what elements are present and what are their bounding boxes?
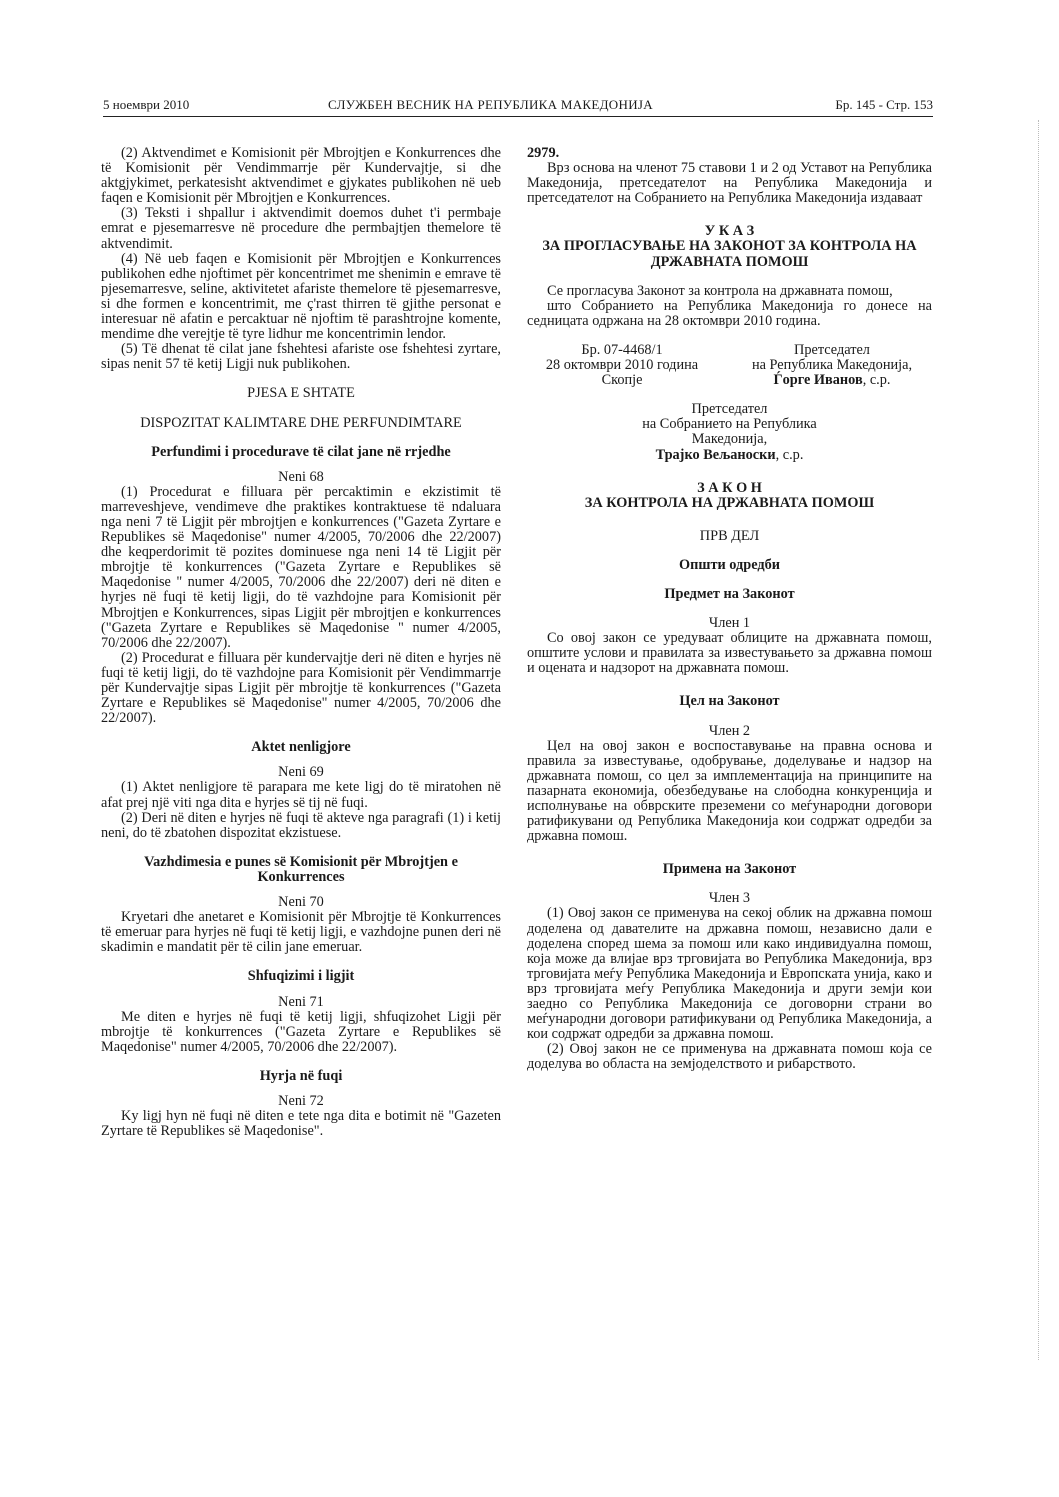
article-number: Член 3: [708, 890, 751, 907]
article-number: Neni 68: [278, 468, 324, 485]
signatory-name: Ѓорге Иванов: [773, 372, 863, 389]
signatory-role: Претседател: [794, 341, 870, 358]
signatory-role: Претседател: [691, 401, 768, 418]
law-heading: З А К О Н: [697, 479, 762, 496]
article-number: Neni 69: [278, 764, 324, 781]
article-number: Neni 72: [278, 1092, 324, 1109]
signatory-suffix: , с.р.: [862, 372, 891, 389]
header-issue-page: Бр. 145 - Стр. 153: [835, 97, 933, 112]
paragraph: Ky ligj hyn në fuqi në diten e tete nga dita e botimit në "Gazeten Zyrtare të Republikes së Maqedonise".: [101, 1108, 501, 1140]
signature-block: [527, 343, 932, 388]
signature-city: Скопје: [601, 372, 643, 389]
right-column: [527, 146, 932, 1073]
paragraph: (1) Овој закон се применува на секој облик на државна помош доделена од давателите на државна помош, независно дали е доделена според шема за помош или како индивидуална помош, која може да влијае врз трговијата во Република Македонија, врз трговијата меѓу Република Македонија и Европската унија, како и врз трговијата меѓу Република Македонија и други земји кои заедно со Република Македонија се договорни страни во меѓународни договори ратификувани од Република Македонија, а кои содржат одредби за државна помош.: [527, 905, 932, 1043]
paragraph: што Собранието на Република Македонија го донесе на седницата одржана на 28 октомври 2010 година.: [527, 297, 932, 329]
signatory-role: на Република Македонија,: [751, 357, 913, 374]
part-heading: ПРВ ДЕЛ: [699, 527, 760, 544]
section-heading: Цел на Законот: [679, 693, 780, 710]
article-number: Neni 71: [278, 993, 324, 1010]
signatory-suffix: , с.р.: [775, 446, 804, 463]
section-heading: Примена на Законот: [662, 861, 797, 878]
header-date: 5 ноември 2010: [103, 97, 190, 112]
paragraph: (2) Procedurat e filluara për kundervajtje deri në diten e hyrjes në fuqi të ketij ligji, do të vazhdojne para Komisionit për Vendimmarrje për Kundervajtje sipas Ligjit për mbrojtje të konkurrences ("Gazeta Zyrtare e Republikes së Maqedonise" numer 4/2005, 70/2006 dhe 22/2007).: [101, 649, 501, 727]
header-gazette-title: СЛУЖБЕН ВЕСНИК НА РЕПУБЛИКА МАКЕДОНИЈА: [328, 97, 653, 112]
article-number: Член 1: [708, 615, 751, 632]
section-heading: Aktet nenligjore: [251, 739, 351, 756]
part-title: Општи одредби: [679, 556, 780, 573]
paragraph: (3) Teksti i shpallur i aktvendimit doemos duhet t'i permbaje emrat e pjesemarresve në procedure dhe permbajtjen themelore të aktvendimit.: [101, 205, 501, 252]
reference-number: Бр. 07-4468/1: [581, 341, 663, 358]
scan-edge-line: [1038, 120, 1039, 1360]
signatory-role: Македонија,: [691, 431, 768, 448]
signatory-name-line: [732, 373, 932, 388]
part-heading: PJESA E SHTATE: [247, 385, 355, 402]
page-header: [103, 97, 933, 117]
paragraph: (2) Овој закон не се применува на државната помош која се доделува во областа на земјоделството и рибарството.: [527, 1041, 932, 1073]
entry-number: 2979.: [527, 145, 560, 161]
paragraph: (2) Deri në diten e hyrjes në fuqi të akteve nga paragrafi (1) i ketij neni, do të zbatohen dispozitat ekzistuese.: [101, 809, 501, 841]
paragraph: (1) Procedurat e filluara për percaktimin e ekzistimit të marreveshjeve, vendimeve dhe praktikes kontraktuese të ndaluara nga neni 7 të Ligjit për mbrojtjen e konkurrences ("Gazeta Zyrtare e Republikes së Maqedonise" numer 4/2005, 70/2006 dhe 22/2007) dhe keqperdorimit të pozites dominuese nga neni 14 të Ligjit për mbrojtje të konkurrences ("Gazeta Zyrtare e Republikes së Maqedonise " numer 4/2005, 70/2006 dhe 22/2007) deri në diten e hyrjes në fuqi të ketij ligji, do të vazhdojne para Komisionit për Mbrojtjen e Konkurrences, sipas Ligjit për mbrojtjen e konkurrences ("Gazeta Zyrtare e Republikes së Maqedonise " numer 4/2005, 70/2006 dhe 22/2007).: [101, 483, 501, 651]
paragraph: Me diten e hyrjes në fuqi të ketij ligji, shfuqizohet Ligji për mbrojtje të konkurrences ("Gazeta Zyrtare e Republikes së Maqedonise" numer 4/2005, 70/2006 dhe 22/2007).: [101, 1008, 501, 1055]
paragraph: (4) Në ueb faqen e Komisionit për Mbrojtjen e Konkurrences publikohen edhe njoftimet për koncentrimet me shenimin e emrave të pjesemarresve, seline, aktivitetet afariste themelore të pjesemarresve, si dhe formen e koncentrimit, me ç'rast thirren të gjithe personat e interesuar në afatin e percaktuar në njoftim të parashtrojne komente, mendime dhe verejtje të tyre lidhur me koncentrimin lendor.: [101, 250, 501, 343]
left-column: [101, 146, 501, 1139]
decree-heading: У К А З: [704, 223, 755, 240]
section-heading: Vazhdimesia e punes së Komisionit për Mbrojtjen e Konkurrences: [144, 853, 458, 885]
paragraph: Со овој закон се уредуваат облиците на државната помош, општите услови и правилата за известувањето за државна помош и оцената и надзорот на државната помош.: [527, 630, 932, 677]
signatory-name: Трајко Вељаноски: [655, 446, 776, 463]
part-title: DISPOZITAT KALIMTARE DHE PERFUNDIMTARE: [140, 414, 462, 431]
signature-date: 28 октомври 2010 година: [545, 357, 699, 374]
decree-title: ЗА ПРОГЛАСУВАЊЕ НА ЗАКОНОТ ЗА КОНТРОЛА НА ДРЖАВНАТА ПОМОШ: [542, 238, 917, 270]
paragraph: Kryetari dhe anetaret e Komisionit për Mbrojtje të Konkurrences të emeruar para hyrjes në fuqi të ketij ligji, e vazhdojne punen deri në skadimin e mandatit për të cilin jane emeruar.: [101, 909, 501, 956]
paragraph: (2) Aktvendimet e Komisionit për Mbrojtjen e Konkurrences dhe të Komisionit për Vendimmarrje për Kundervajtje, si dhe aktgjykimet, perkatesisht aktvendimet e gjykates publikohen në ueb faqen e Komisionit për Mbrojtjen e Konkurrences.: [101, 145, 501, 207]
paragraph: (1) Aktet nenligjore të parapara me kete ligj do të miratohen në afat prej një viti nga dita e hyrjes së tij në fuqi.: [101, 779, 501, 811]
section-heading: Предмет на Законот: [664, 585, 795, 602]
article-number: Член 2: [708, 722, 751, 739]
paragraph: (5) Të dhenat të cilat jane fshehtesi afariste ose fshehtesi zyrtare, sipas nenit 57 të ketij Ligji nuk publikohen.: [101, 341, 501, 373]
section-heading: Shfuqizimi i ligjit: [247, 968, 355, 985]
section-heading: Perfundimi i procedurave të cilat jane në rrjedhe: [151, 443, 451, 460]
header-rule: [103, 116, 933, 117]
paragraph: Цел на овој закон е воспоставување на правна основа и правила за известување, одобрување, доделување и надзор на државната помош, со цел за имплементација на принципите на пазарната економија, обезбедување на слободна конкуренција и исполнување на обврските преземени со меѓународни договори ратификувани од Република Македонија кои содржат одредби за државна помош.: [527, 737, 932, 845]
law-title: ЗА КОНТРОЛА НА ДРЖАВНАТА ПОМОШ: [584, 494, 875, 511]
section-heading: Hyrja në fuqi: [259, 1067, 343, 1084]
paragraph: Се прогласува Законот за контрола на државната помош,: [547, 282, 893, 299]
signatory-name-line: [527, 448, 932, 463]
paragraph: Врз основа на членот 75 ставови 1 и 2 од Уставот на Република Македонија, претседателот на Република Македонија и претседателот на Собранието на Република Македонија издаваат: [527, 160, 932, 207]
article-number: Neni 70: [278, 894, 324, 911]
signatory-role: на Собранието на Република: [642, 416, 817, 433]
